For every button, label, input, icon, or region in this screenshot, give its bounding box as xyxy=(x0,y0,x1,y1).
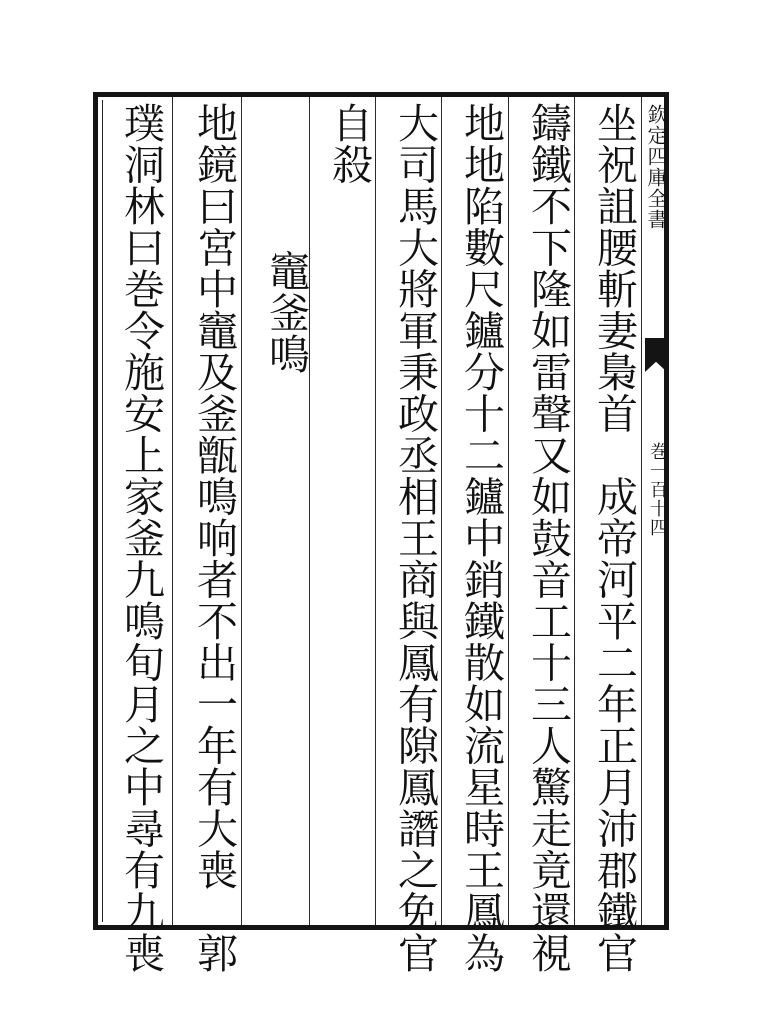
text-column-2: 鑄鐵不下隆如雷聲又如鼓音工十三人驚走竟還視 xyxy=(524,102,572,974)
page-border xyxy=(93,92,669,930)
column-rule xyxy=(172,97,173,925)
section-heading: 竈釜鳴 xyxy=(262,250,310,375)
text-column-1: 坐祝詛腰斬妻梟首 成帝河平二年正月沛郡鐵官 xyxy=(590,102,638,974)
text-column-7: 璞洞林曰巻令施安上家釜九鳴旬月之中尋有九喪 xyxy=(117,102,165,974)
text-column-3: 地地陷數尺鑪分十二鑪中銷鐵散如流星時王鳳為 xyxy=(457,102,505,974)
inner-border-line xyxy=(102,100,103,922)
juan-number: 巻一百十四 xyxy=(647,442,668,537)
column-rule xyxy=(375,97,376,925)
column-rule xyxy=(441,97,442,925)
book-title: 欽定四庫全書 xyxy=(644,104,668,230)
column-rule xyxy=(508,97,509,925)
text-column-4: 大司馬大將軍秉政丞相王商與鳳有隙鳳譖之免官 xyxy=(391,102,439,974)
column-rule xyxy=(241,97,242,925)
column-rule xyxy=(309,97,310,925)
column-rule xyxy=(574,97,575,925)
text-column-5: 自殺 xyxy=(325,102,373,185)
text-column-6: 地鏡曰宮中竈及釜甑鳴响者不出一年有大喪 郭 xyxy=(190,102,238,974)
